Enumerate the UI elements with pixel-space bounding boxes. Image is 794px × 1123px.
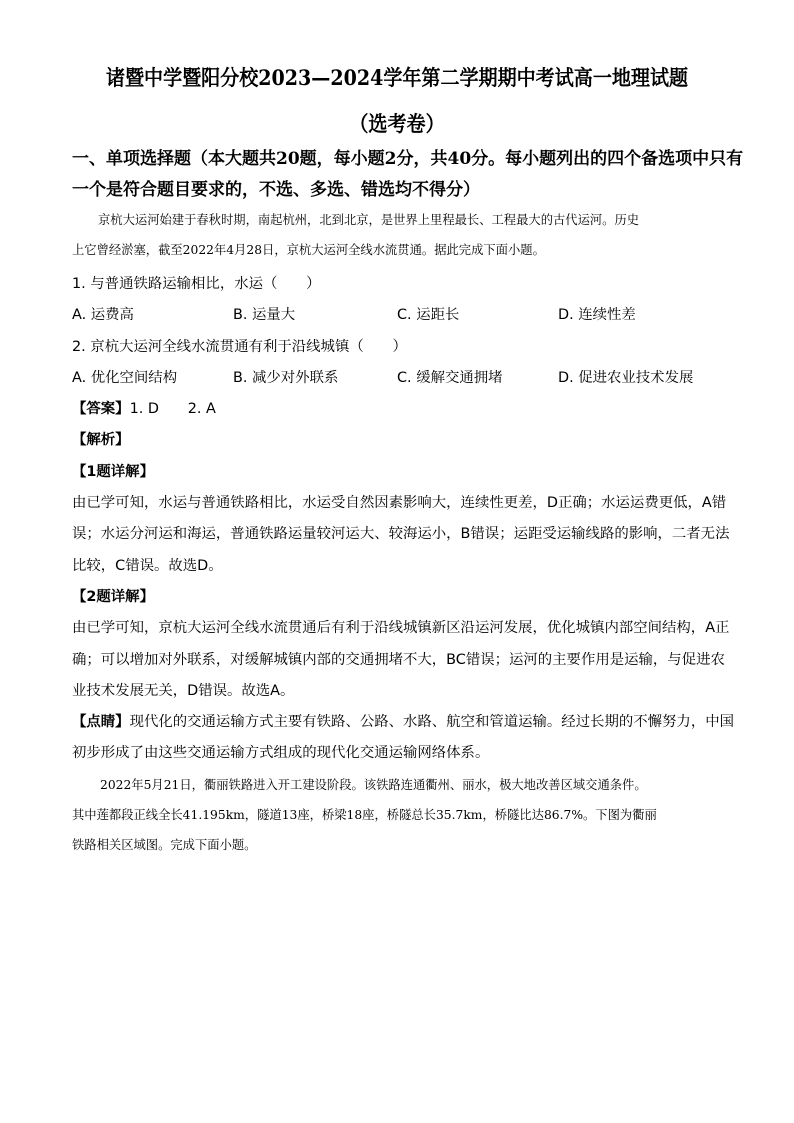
answer-text: 1. D 2. A — [129, 401, 216, 417]
passage-2-line-3: 铁路相关区域图。完成下面小题。 — [72, 838, 257, 852]
question-2-option-c: C. 缓解交通拥堵 — [397, 370, 503, 386]
detail-2-line-3: 业技术发展无关，D错误。故选A。 — [72, 683, 295, 699]
question-2-stem: 2. 京杭大运河全线水流贯通有利于沿线城镇（ ） — [72, 339, 407, 355]
detail-1-line-3: 比较，C错误。故选D。 — [72, 558, 223, 574]
comment-label: 【点睛】 — [72, 714, 130, 730]
comment-line-1 — [72, 711, 734, 733]
comment-line-2: 初步形成了由这些交通运输方式组成的现代化交通运输网络体系。 — [72, 745, 490, 761]
answer-line — [72, 398, 216, 420]
passage-2-line-1: 2022年5月21日，衢丽铁路进入开工建设阶段。该铁路连通衢州、丽水，极大地改善区域交通条件。 — [100, 778, 647, 792]
question-1-stem: 1. 与普通铁路运输相比，水运（ ） — [72, 276, 321, 292]
detail-1-line-2: 误；水运分河运和海运，普通铁路运量较河运大、较海运小，B错误；运距受运输线路的影响，二者无法 — [72, 526, 730, 542]
analysis-label: 【解析】 — [72, 432, 130, 448]
exam-title: 诸暨中学暨阳分校2023—2024学年第二学期期中考试高一地理试题 — [105, 65, 689, 90]
section-heading-line-2: 一个是符合题目要求的，不选、多选、错选均不得分） — [72, 180, 480, 200]
question-1-option-a: A. 运费高 — [72, 307, 134, 323]
comment-text: 现代化的交通运输方式主要有铁路、公路、水路、航空和管道运输。经过长期的不懈努力，中国 — [129, 714, 734, 730]
passage-1-line-2: 上它曾经淤塞，截至2022年4月28日，京杭大运河全线水流贯通。据此完成下面小题。 — [72, 243, 545, 257]
question-1-option-b: B. 运量大 — [233, 307, 296, 323]
detail-1-line-1: 由已学可知，水运与普通铁路相比，水运受自然因素影响大，连续性更差，D正确；水运运费更低，A错 — [72, 495, 727, 511]
passage-2-line-2: 其中莲都段正线全长41.195km，隧道13座，桥梁18座，桥隧总长35.7km，桥隧比达86.7%。下图为衢丽 — [72, 808, 657, 822]
detail-2-line-2: 确；可以增加对外联系，对缓解城镇内部的交通拥堵不大，BC错误；运河的主要作用是运输，与促进农 — [72, 652, 725, 668]
question-2-option-b: B. 减少对外联系 — [233, 370, 339, 386]
question-1-option-c: C. 运距长 — [397, 307, 460, 323]
question-2-option-a: A. 优化空间结构 — [72, 370, 178, 386]
detail-2-label: 【2题详解】 — [72, 589, 154, 605]
answer-label: 【答案】 — [72, 401, 130, 417]
passage-1-line-1: 京杭大运河始建于春秋时期，南起杭州，北到北京，是世界上里程最长、工程最大的古代运河。历史 — [98, 213, 640, 227]
detail-2-line-1: 由已学可知，京杭大运河全线水流贯通后有利于沿线城镇新区沿运河发展，优化城镇内部空间结构，A正 — [72, 620, 730, 636]
detail-1-label: 【1题详解】 — [72, 464, 154, 480]
section-heading-line-1: 一、单项选择题（本大题共20题，每小题2分，共40分。每小题列出的四个备选项中只有 — [72, 149, 744, 169]
question-1-option-d: D. 连续性差 — [558, 307, 636, 323]
question-2-option-d: D. 促进农业技术发展 — [558, 370, 694, 386]
exam-subtitle: （选考卷） — [349, 111, 445, 136]
